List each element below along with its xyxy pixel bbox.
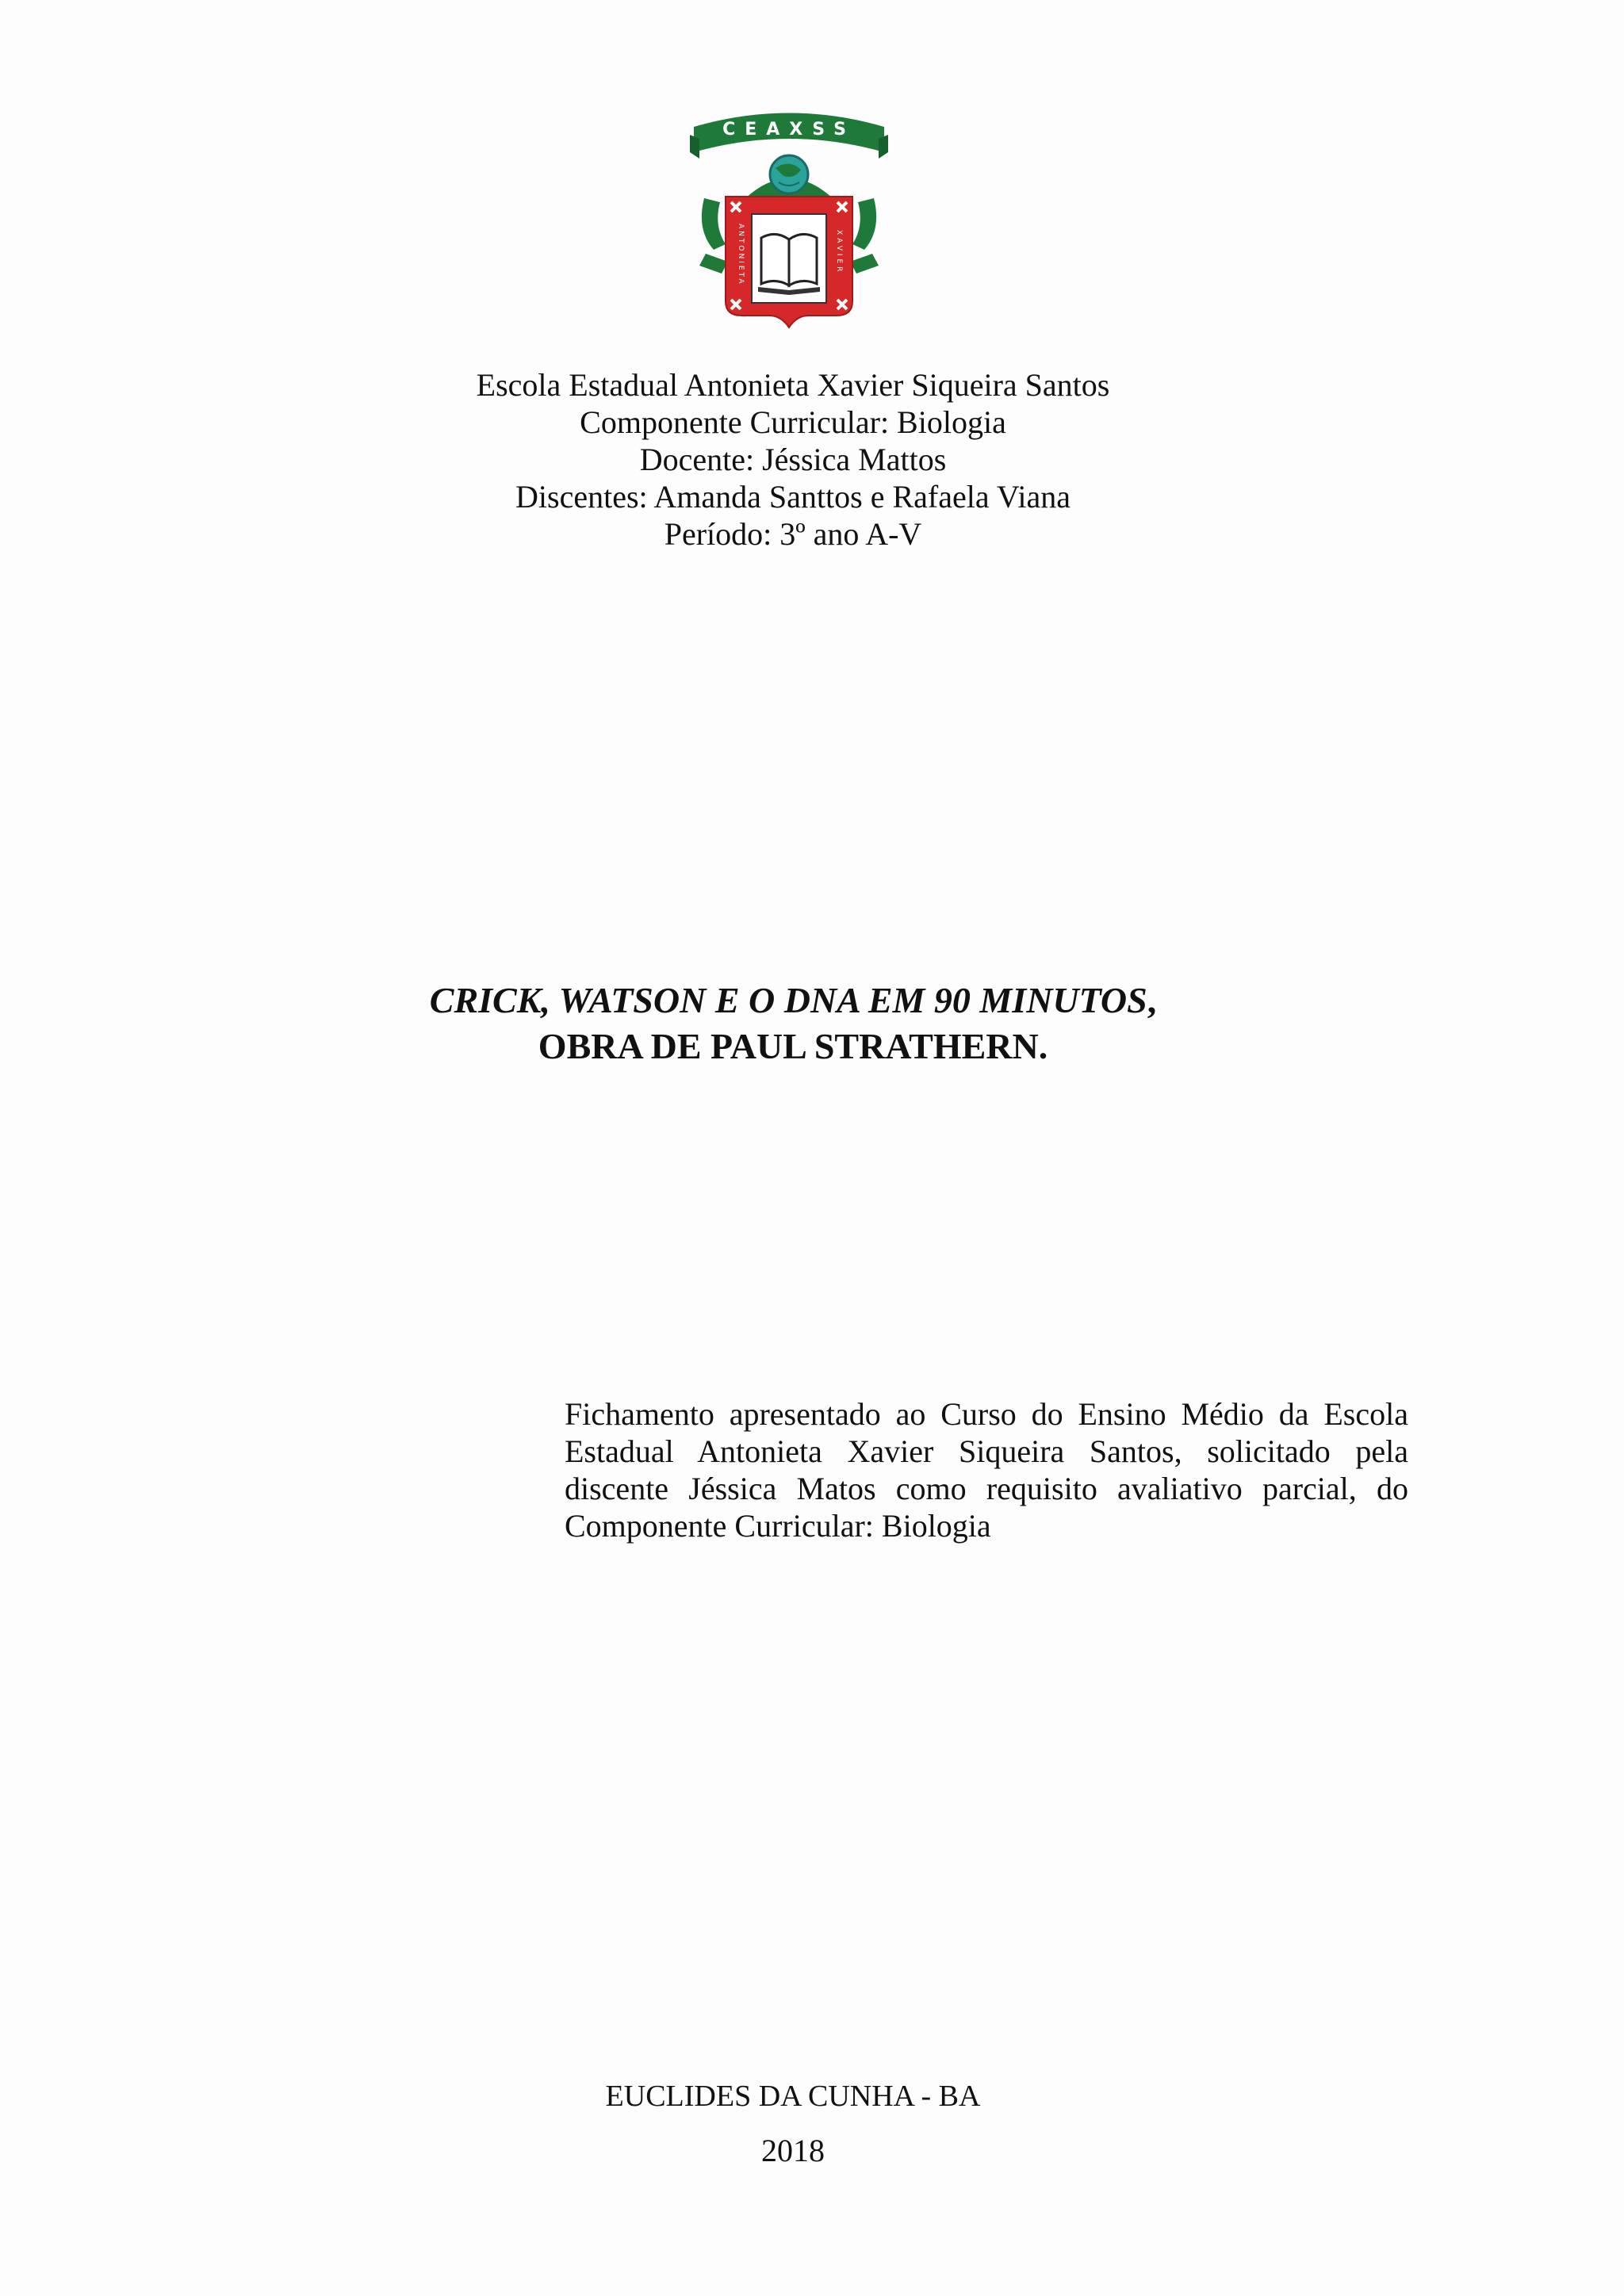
emblem-right-text: XAVIER xyxy=(835,230,843,275)
title-book-name: CRICK, WATSON E O DNA EM 90 MINUTOS xyxy=(429,980,1147,1020)
emblem-left-text: ANTONIETA xyxy=(737,224,745,286)
school-emblem-logo xyxy=(690,103,888,329)
city-location: EUCLIDES DA CUNHA - BA xyxy=(605,2080,981,2113)
note-line: Componente Curricular: Biologia xyxy=(565,1508,991,1544)
header-block xyxy=(0,366,1586,553)
note-line: discente Jéssica Matos como requisito avaliativo parcial, do xyxy=(565,1471,1408,1506)
students-names: Discentes: Amanda Santtos e Rafaela Viana xyxy=(515,479,1071,515)
document-title xyxy=(0,978,1586,1070)
note-line: Estadual Antonieta Xavier Siqueira Santos, solicitado pela xyxy=(565,1433,1408,1469)
curricular-component: Componente Curricular: Biologia xyxy=(580,404,1006,440)
title-line-2: OBRA DE PAUL STRATHERN. xyxy=(538,1026,1048,1066)
title-line-1 xyxy=(0,978,1586,1024)
period: Período: 3º ano A-V xyxy=(664,516,922,552)
note-line: Fichamento apresentado ao Curso do Ensino Médio da Escola xyxy=(565,1396,1408,1432)
presentation-note xyxy=(565,1395,1408,1544)
year: 2018 xyxy=(761,2133,825,2168)
school-name: Escola Estadual Antonieta Xavier Siqueira Santos xyxy=(476,367,1110,403)
title-comma: , xyxy=(1147,980,1157,1020)
emblem-banner-text: CEAXSS xyxy=(722,120,856,140)
teacher-name: Docente: Jéssica Mattos xyxy=(639,442,947,477)
